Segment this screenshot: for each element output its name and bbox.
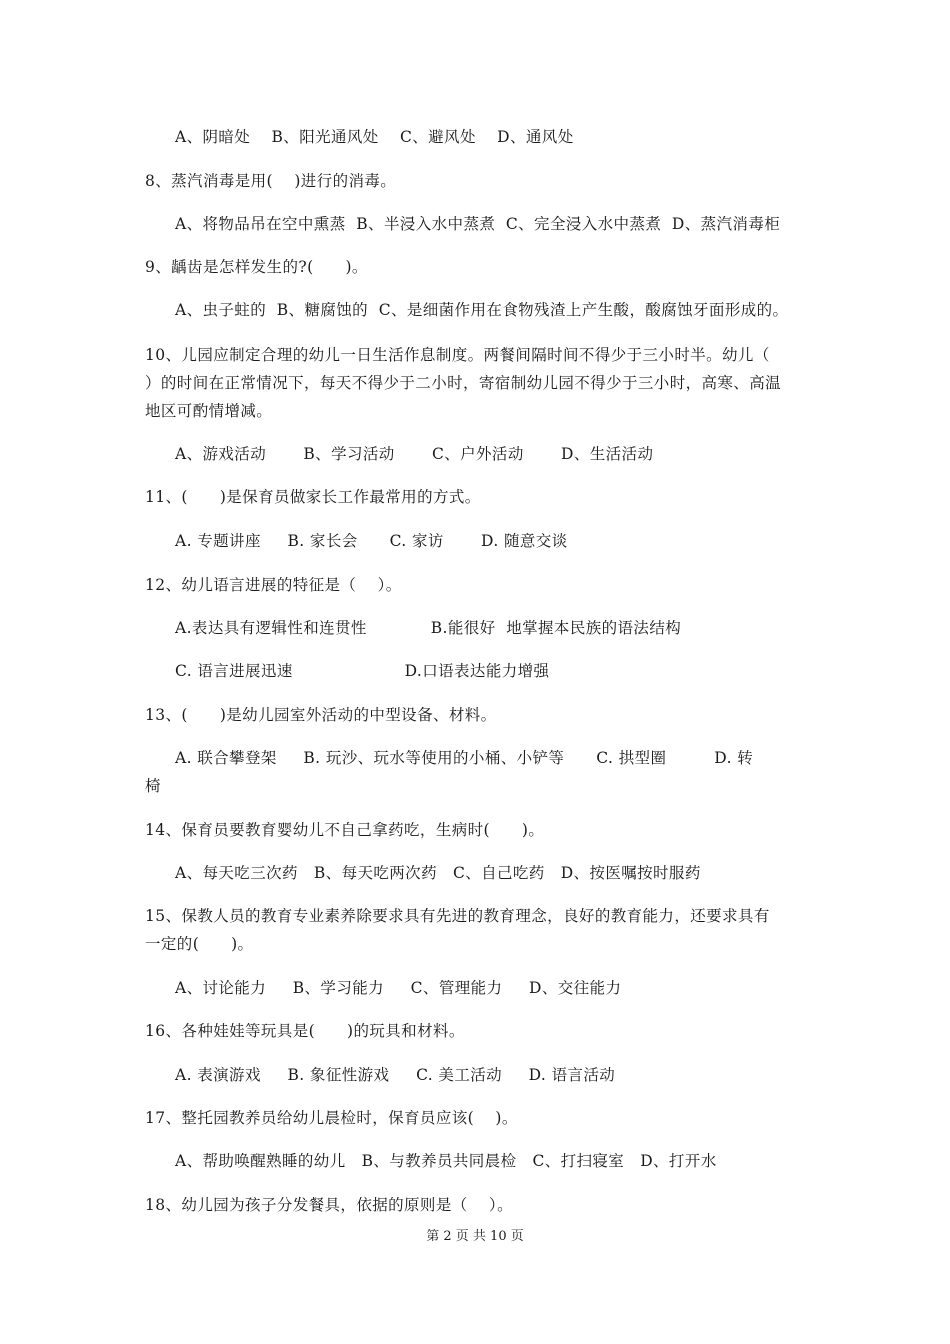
- q15-options: A、讨论能力 B、学习能力 C、管理能力 D、交往能力: [175, 979, 622, 997]
- q13-options: A. 联合攀登架 B. 玩沙、玩水等使用的小桶、小铲等 C. 拱型圈 D. 转: [175, 749, 754, 767]
- q16-options: A. 表演游戏 B. 象征性游戏 C. 美工活动 D. 语言活动: [175, 1066, 616, 1084]
- q8-stem: 8、蒸汽消毒是用( )进行的消毒。: [145, 172, 397, 190]
- q9-stem: 9、龋齿是怎样发生的?( )。: [145, 258, 368, 276]
- q17-options: A、帮助唤醒熟睡的幼儿 B、与教养员共同晨检 C、打扫寝室 D、打开水: [175, 1152, 717, 1170]
- q13-options-wrap: 椅: [145, 777, 161, 795]
- q9-options: A、虫子蛀的 B、糖腐蚀的 C、是细菌作用在食物残渣上产生酸，酸腐蚀牙面形成的。: [175, 301, 789, 319]
- q12-options-row1: A.表达具有逻辑性和连贯性 B.能很好 地掌握本民族的语法结构: [175, 619, 682, 637]
- q11-options: A. 专题讲座 B. 家长会 C. 家访 D. 随意交谈: [175, 532, 568, 550]
- q12-options-row2: C. 语言进展迅速 D.口语表达能力增强: [175, 662, 550, 680]
- q15-stem-line2: 一定的( )。: [145, 935, 254, 953]
- q17-stem: 17、整托园教养员给幼儿晨检时，保育员应该( )。: [145, 1109, 518, 1127]
- q18-stem: 18、幼儿园为孩子分发餐具，依据的原则是（ ）。: [145, 1196, 513, 1214]
- q14-stem: 14、保育员要教育婴幼儿不自己拿药吃，生病时( )。: [145, 821, 545, 839]
- q11-stem: 11、( )是保育员做家长工作最常用的方式。: [145, 488, 481, 506]
- q12-stem: 12、幼儿语言进展的特征是（ ）。: [145, 576, 402, 594]
- q10-options: A、游戏活动 B、学习活动 C、户外活动 D、生活活动: [175, 445, 654, 463]
- q10-stem-line3: 地区可酌情增减。: [145, 402, 273, 420]
- q8-options: A、将物品吊在空中熏蒸 B、半浸入水中蒸煮 C、完全浸入水中蒸煮 D、蒸汽消毒柜: [175, 215, 781, 233]
- q14-options: A、每天吃三次药 B、每天吃两次药 C、自己吃药 D、按医嘱按时服药: [175, 864, 701, 882]
- page-footer: 第 2 页 共 10 页: [426, 1229, 524, 1244]
- q15-stem-line1: 15、保教人员的教育专业素养除要求具有先进的教育理念，良好的教育能力，还要求具有: [145, 907, 770, 925]
- q10-stem-line2: ）的时间在正常情况下，每天不得少于二小时，寄宿制幼儿园不得少于三小时，高寒、高温: [145, 374, 782, 392]
- q7-options: A、阴暗处 B、阳光通风处 C、避风处 D、通风处: [175, 128, 574, 146]
- q13-stem: 13、( )是幼儿园室外活动的中型设备、材料。: [145, 706, 497, 724]
- q10-stem-line1: 10、儿园应制定合理的幼儿一日生活作息制度。两餐间隔时间不得少于三小时半。幼儿（: [145, 346, 770, 364]
- q16-stem: 16、各种娃娃等玩具是( )的玩具和材料。: [145, 1022, 465, 1040]
